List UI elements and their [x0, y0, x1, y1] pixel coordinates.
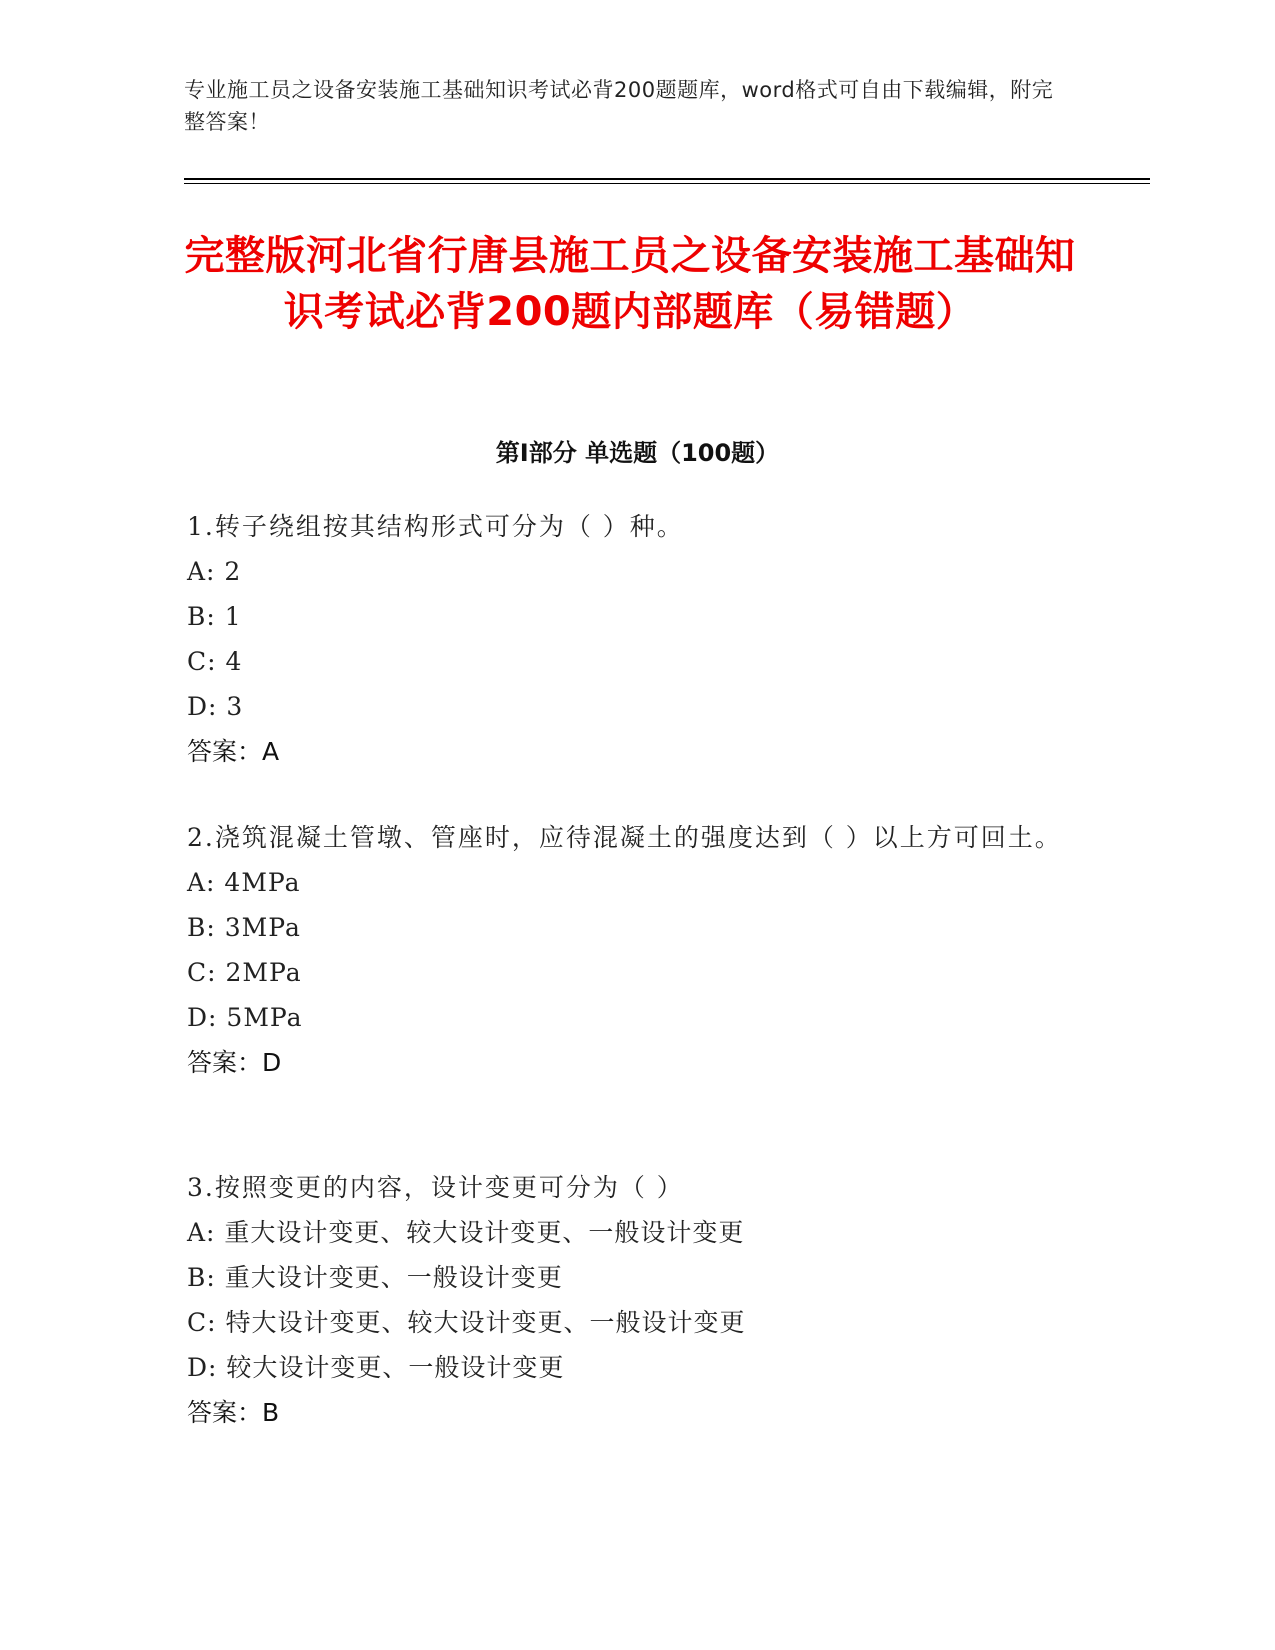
answer: 答案：D [187, 1048, 282, 1077]
option-a: A: 重大设计变更、较大设计变更、一般设计变更 [187, 1218, 745, 1247]
option-a: A: 2 [187, 557, 242, 586]
header-note: 专业施工员之设备安装施工基础知识考试必背200题题库，word格式可自由下载编辑，附完整答案！ [184, 78, 1054, 134]
question-stem: 3.按照变更的内容，设计变更可分为（ ） [187, 1173, 684, 1202]
question-stem: 1.转子绕组按其结构形式可分为（ ）种。 [187, 512, 684, 541]
answer: 答案：B [187, 1398, 280, 1427]
question-2 [187, 815, 1077, 1085]
option-c: C: 2MPa [187, 958, 302, 987]
document-title: 完整版河北省行唐县施工员之设备安装施工基础知识考试必背200题内部题库（易错题） [184, 233, 1076, 335]
section-title: 第Ⅰ部分 单选题（100题） [495, 439, 780, 467]
option-b: B: 重大设计变更、一般设计变更 [187, 1263, 563, 1292]
question-1 [187, 504, 1077, 774]
option-b: B: 1 [187, 602, 242, 631]
header-rule-thin [184, 183, 1150, 184]
answer: 答案：A [187, 737, 280, 766]
option-b: B: 3MPa [187, 913, 301, 942]
option-c: C: 特大设计变更、较大设计变更、一般设计变更 [187, 1308, 746, 1337]
option-d: D: 较大设计变更、一般设计变更 [187, 1353, 565, 1382]
option-d: D: 5MPa [187, 1003, 303, 1032]
header-rule-thick [184, 178, 1150, 180]
option-c: C: 4 [187, 647, 243, 676]
question-stem: 2.浇筑混凝土管墩、管座时，应待混凝土的强度达到（ ）以上方可回土。 [187, 823, 1062, 852]
question-3 [187, 1165, 1077, 1435]
option-a: A: 4MPa [187, 868, 301, 897]
option-d: D: 3 [187, 692, 244, 721]
